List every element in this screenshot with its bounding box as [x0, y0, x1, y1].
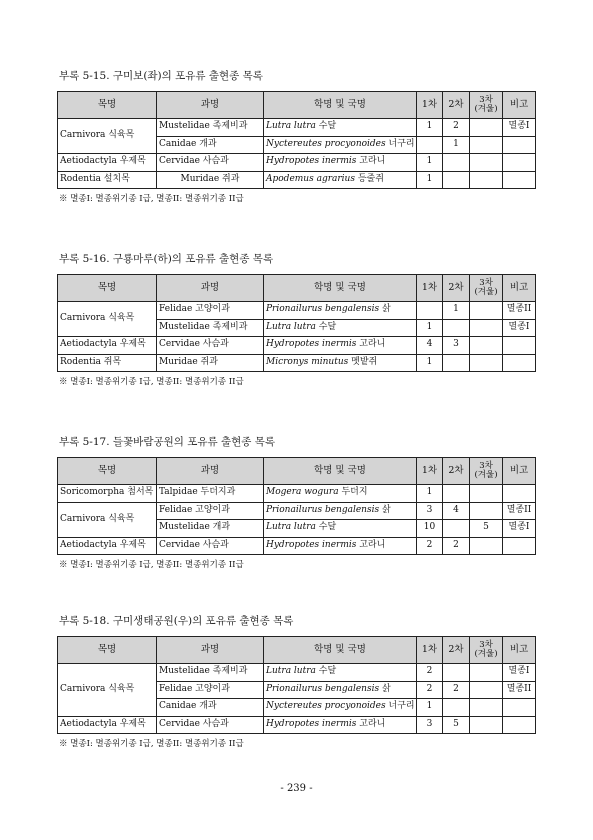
family-cell: Cervidae 사슴과	[157, 154, 264, 172]
mammal-species-table	[57, 91, 536, 189]
family-cell: Muridae 쥐과	[157, 354, 264, 372]
family-cell: Talpidae 두더지과	[157, 485, 264, 503]
header-family: 과명	[157, 637, 264, 664]
header-survey-3: 3차 (겨울)	[470, 458, 503, 485]
survey-3-cell	[470, 502, 503, 520]
table-title: 부록 5-17. 들꽃바람공원의 포유류 출현종 목록	[59, 436, 276, 448]
table-header-row	[58, 458, 536, 485]
header-order: 목명	[58, 458, 157, 485]
order-cell: Carnivora 식육목	[58, 664, 157, 717]
survey-3-cell	[470, 699, 503, 717]
header-remarks: 비고	[503, 275, 536, 302]
header-survey-1: 1차	[417, 637, 443, 664]
species-cell: Micronys minutus 멧밭쥐	[264, 354, 417, 372]
header-remarks: 비고	[503, 637, 536, 664]
survey-1-cell: 3	[417, 502, 443, 520]
remarks-cell	[503, 354, 536, 372]
header-remarks: 비고	[503, 92, 536, 119]
survey-3-cell	[470, 664, 503, 682]
family-cell: Muridae 쥐과	[157, 171, 264, 189]
table-footnote: ※ 멸종I: 멸종위기종 I급, 멸종II: 멸종위기종 II급	[59, 739, 244, 749]
table-title: 부록 5-18. 구미생태공원(우)의 포유류 출현종 목록	[59, 615, 294, 627]
species-cell: Prionailurus bengalensis 삵	[264, 502, 417, 520]
survey-1-cell: 1	[417, 171, 443, 189]
species-cell: Prionailurus bengalensis 삵	[264, 681, 417, 699]
family-cell: Canidae 개과	[157, 136, 264, 154]
header-scientific-name: 학명 및 국명	[264, 458, 417, 485]
species-cell: Lutra lutra 수달	[264, 520, 417, 538]
survey-1-cell: 1	[417, 319, 443, 337]
species-cell: Apodemus agrarius 등줄쥐	[264, 171, 417, 189]
species-cell: Nyctereutes procyonoides 너구리	[264, 136, 417, 154]
table-row	[58, 485, 536, 503]
family-cell: Felidae 고양이과	[157, 681, 264, 699]
mammal-species-table	[57, 457, 536, 555]
family-cell: Mustelidae 족제비과	[157, 664, 264, 682]
table-footnote: ※ 멸종I: 멸종위기종 I급, 멸종II: 멸종위기종 II급	[59, 560, 244, 570]
table-title: 부록 5-16. 구룡마루(하)의 포유류 출현종 목록	[59, 253, 274, 265]
survey-1-cell: 2	[417, 681, 443, 699]
survey-1-cell: 2	[417, 664, 443, 682]
order-cell: Aetiodactyla 우제목	[58, 154, 157, 172]
survey-1-cell: 3	[417, 716, 443, 734]
table-footnote: ※ 멸종I: 멸종위기종 I급, 멸종II: 멸종위기종 II급	[59, 194, 244, 204]
survey-2-cell: 2	[443, 537, 470, 555]
remarks-cell	[503, 171, 536, 189]
order-cell: Aetiodactyla 우제목	[58, 716, 157, 734]
species-cell: Nyctereutes procyonoides 너구리	[264, 699, 417, 717]
remarks-cell: 멸종I	[503, 119, 536, 137]
remarks-cell	[503, 485, 536, 503]
survey-2-cell	[443, 154, 470, 172]
species-cell: Lutra lutra 수달	[264, 664, 417, 682]
header-order: 목명	[58, 637, 157, 664]
family-cell: Mustelidae 개과	[157, 520, 264, 538]
header-survey-2: 2차	[443, 458, 470, 485]
remarks-cell: 멸종II	[503, 302, 536, 320]
header-survey-3: 3차 (겨울)	[470, 637, 503, 664]
survey-3-cell	[470, 119, 503, 137]
survey-1-cell: 1	[417, 154, 443, 172]
remarks-cell	[503, 337, 536, 355]
remarks-cell: 멸종II	[503, 502, 536, 520]
remarks-cell: 멸종I	[503, 664, 536, 682]
table-section-5-17	[57, 434, 535, 570]
survey-2-cell	[443, 485, 470, 503]
survey-3-cell	[470, 136, 503, 154]
header-family: 과명	[157, 275, 264, 302]
table-row	[58, 337, 536, 355]
header-survey-1: 1차	[417, 458, 443, 485]
survey-3-cell	[470, 337, 503, 355]
survey-2-cell: 2	[443, 681, 470, 699]
survey-3-cell	[470, 319, 503, 337]
survey-3-cell	[470, 171, 503, 189]
survey-2-cell	[443, 171, 470, 189]
header-remarks: 비고	[503, 458, 536, 485]
survey-1-cell	[417, 302, 443, 320]
table-row	[58, 664, 536, 682]
table-header-row	[58, 637, 536, 664]
header-survey-3: 3차 (겨울)	[470, 275, 503, 302]
survey-3-cell	[470, 681, 503, 699]
table-row	[58, 119, 536, 137]
species-cell: Hydropotes inermis 고라니	[264, 537, 417, 555]
survey-1-cell: 2	[417, 537, 443, 555]
remarks-cell	[503, 537, 536, 555]
table-title: 부록 5-15. 구미보(좌)의 포유류 출현종 목록	[59, 70, 263, 82]
order-cell: Carnivora 식육목	[58, 502, 157, 537]
survey-1-cell	[417, 136, 443, 154]
survey-2-cell	[443, 664, 470, 682]
family-cell: Canidae 개과	[157, 699, 264, 717]
survey-1-cell: 10	[417, 520, 443, 538]
header-family: 과명	[157, 458, 264, 485]
table-row	[58, 716, 536, 734]
table-row	[58, 537, 536, 555]
order-cell: Rodentia 쥐목	[58, 354, 157, 372]
remarks-cell	[503, 154, 536, 172]
header-scientific-name: 학명 및 국명	[264, 275, 417, 302]
header-survey-3: 3차 (겨울)	[470, 92, 503, 119]
survey-2-cell	[443, 354, 470, 372]
table-row	[58, 302, 536, 320]
survey-3-cell	[470, 302, 503, 320]
remarks-cell: 멸종I	[503, 520, 536, 538]
header-survey-2: 2차	[443, 275, 470, 302]
remarks-cell: 멸종II	[503, 681, 536, 699]
order-cell: Rodentia 설치목	[58, 171, 157, 189]
header-family: 과명	[157, 92, 264, 119]
order-cell: Aetiodactyla 우제목	[58, 537, 157, 555]
header-scientific-name: 학명 및 국명	[264, 637, 417, 664]
order-cell: Soricomorpha 첨서목	[58, 485, 157, 503]
species-cell: Lutra lutra 수달	[264, 119, 417, 137]
species-cell: Lutra lutra 수달	[264, 319, 417, 337]
survey-2-cell: 4	[443, 502, 470, 520]
survey-1-cell: 1	[417, 485, 443, 503]
survey-2-cell: 5	[443, 716, 470, 734]
survey-2-cell: 3	[443, 337, 470, 355]
species-cell: Prionailurus bengalensis 삵	[264, 302, 417, 320]
page-number: - 239 -	[280, 783, 313, 794]
order-cell: Carnivora 식육목	[58, 302, 157, 337]
survey-3-cell	[470, 154, 503, 172]
survey-1-cell: 1	[417, 354, 443, 372]
header-survey-2: 2차	[443, 92, 470, 119]
survey-2-cell	[443, 699, 470, 717]
table-row	[58, 171, 536, 189]
survey-3-cell	[470, 354, 503, 372]
species-cell: Mogera wogura 두더지	[264, 485, 417, 503]
survey-3-cell	[470, 485, 503, 503]
survey-1-cell: 1	[417, 119, 443, 137]
survey-3-cell: 5	[470, 520, 503, 538]
header-survey-1: 1차	[417, 92, 443, 119]
family-cell: Cervidae 사슴과	[157, 337, 264, 355]
species-cell: Hydropotes inermis 고라니	[264, 337, 417, 355]
survey-2-cell	[443, 520, 470, 538]
header-order: 목명	[58, 92, 157, 119]
table-footnote: ※ 멸종I: 멸종위기종 I급, 멸종II: 멸종위기종 II급	[59, 377, 244, 387]
table-header-row	[58, 92, 536, 119]
table-section-5-15	[57, 68, 535, 204]
family-cell: Mustelidae 족제비과	[157, 119, 264, 137]
mammal-species-table	[57, 274, 536, 372]
order-cell: Aetiodactyla 우제목	[58, 337, 157, 355]
family-cell: Felidae 고양이과	[157, 302, 264, 320]
remarks-cell	[503, 716, 536, 734]
species-cell: Hydropotes inermis 고라니	[264, 154, 417, 172]
survey-3-cell	[470, 716, 503, 734]
remarks-cell	[503, 699, 536, 717]
family-cell: Cervidae 사슴과	[157, 716, 264, 734]
table-row	[58, 354, 536, 372]
table-section-5-18	[57, 613, 535, 749]
remarks-cell	[503, 136, 536, 154]
family-cell: Felidae 고양이과	[157, 502, 264, 520]
header-survey-1: 1차	[417, 275, 443, 302]
table-row	[58, 502, 536, 520]
survey-1-cell: 4	[417, 337, 443, 355]
order-cell: Carnivora 식육목	[58, 119, 157, 154]
survey-2-cell: 2	[443, 119, 470, 137]
species-cell: Hydropotes inermis 고라니	[264, 716, 417, 734]
table-row	[58, 154, 536, 172]
survey-2-cell: 1	[443, 302, 470, 320]
table-section-5-16	[57, 251, 535, 387]
family-cell: Cervidae 사슴과	[157, 537, 264, 555]
survey-1-cell: 1	[417, 699, 443, 717]
remarks-cell: 멸종I	[503, 319, 536, 337]
table-header-row	[58, 275, 536, 302]
header-scientific-name: 학명 및 국명	[264, 92, 417, 119]
survey-3-cell	[470, 537, 503, 555]
survey-2-cell: 1	[443, 136, 470, 154]
family-cell: Mustelidae 족제비과	[157, 319, 264, 337]
header-survey-2: 2차	[443, 637, 470, 664]
header-order: 목명	[58, 275, 157, 302]
mammal-species-table	[57, 636, 536, 734]
survey-2-cell	[443, 319, 470, 337]
